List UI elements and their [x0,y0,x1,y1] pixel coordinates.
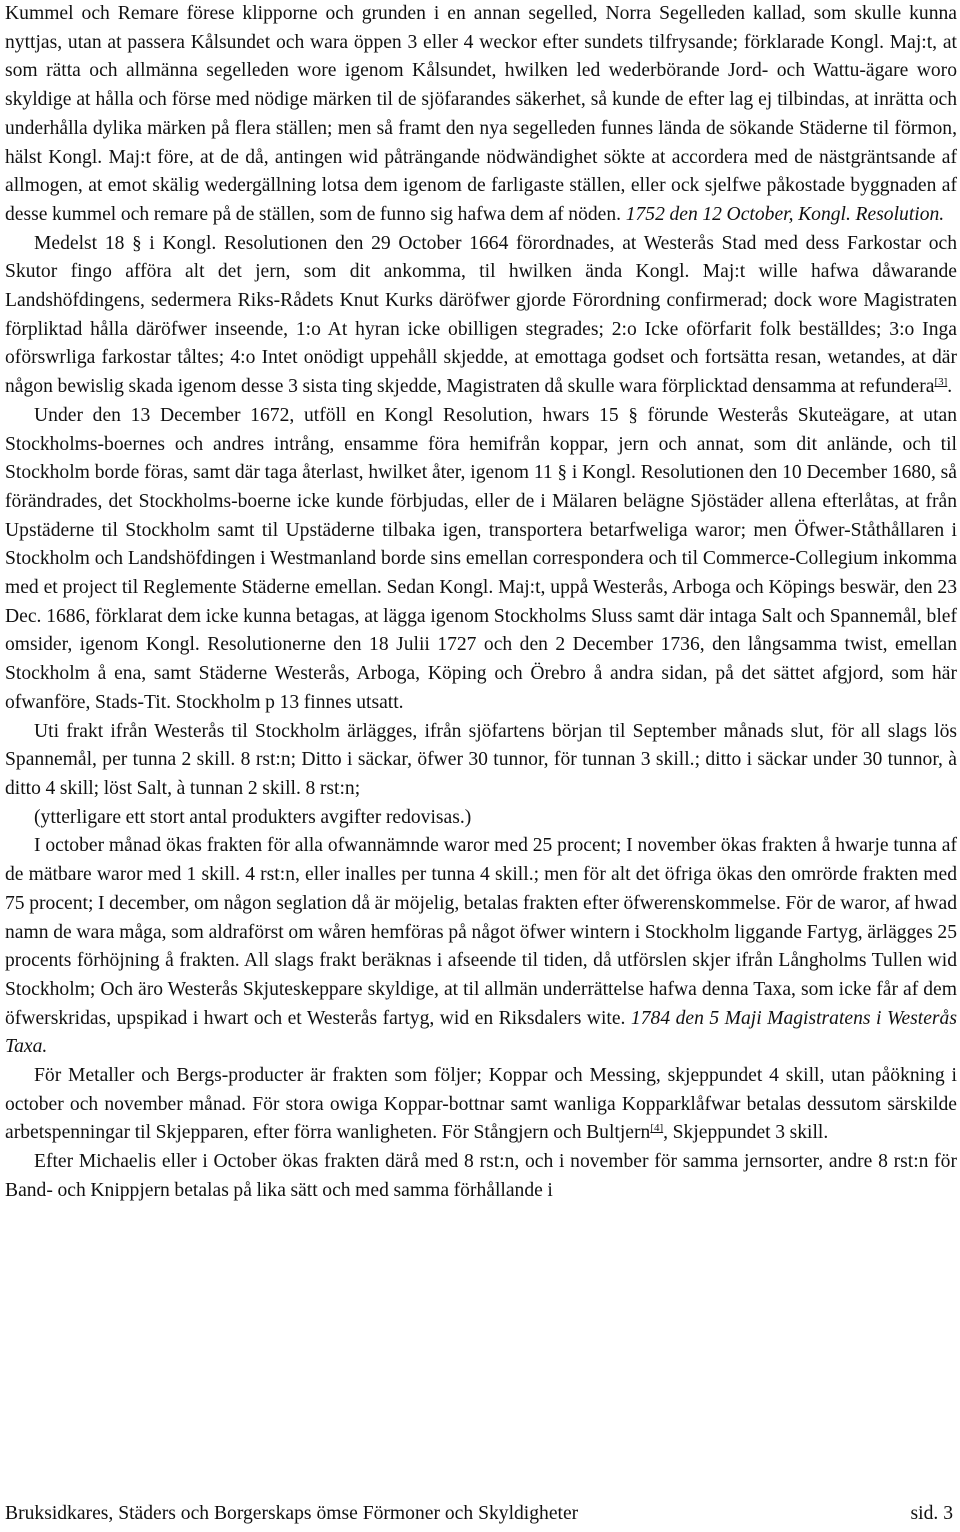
paragraph [5,402,957,718]
text-run: i Kongl. Resolutionen den 10 December 1680, så förändrades, det Stockholms-boerne icke kunde förbjudas, eller de i Mälaren belägne Sjöstäder allena efterlåtas, at från Upstäderne til Stockholm samt til Upstäderne tilbaka igen, transportera betarfweliga waror; men Öfwer-Ståthållaren i Stockholm och Landshöfdingen i Westmanland borde sins emellan correspondera och til Commerce-Collegium inkomma med et project til Reglemente Städerne emellan. Sedan Kongl. Maj:t, uppå Westerås, Arboga och Köpings beswär, den 23 Dec. 1686, förklarat dem icke kunna betagas, at lägga igenom Stockholms Sluss samt där intaga Salt och Spannemål, blef omsider, igenom Kongl. Resolutionerne den 18 Julii 1727 och den 2 December 1736, den långsamma twist, emellan Stockholm å ena, samt Städerne Westerås, Arboga, Köping och Örebro å andra sidan, på det sättet afgjord, som här ofwanföre, Stads-Tit. Stockholm p 13 finnes utsatt. [5,462,958,713]
paragraph [5,230,957,402]
footnote-link[interactable]: [3] [934,376,948,389]
text-run: (ytterligare ett stort antal produkters avgifter redovisas.) [34,806,472,828]
section-sign: § [628,404,638,426]
citation-italic: 1752 den 12 October, Kongl. Resolution. [625,203,945,225]
paragraph [5,718,957,804]
text-run: För Metaller och Bergs-producter är frakten som följer; Koppar och Messing, skjeppundet 4 skill, utan påökning i october och november månad. För stora owiga Koppar-bottnar samt wanliga Kopparklåfwar betalas dessutom särskilde arbetspenningar til Skjepparen, efter förra wanligheten. För Stångjern och Bultjern [5,1065,957,1144]
section-sign: § [132,232,142,254]
text-run: i Kongl. Resolutionen den 29 October 1664 förordnades, at Westerås Stad med dess Farkostar och Skutor fingo afföra alt det jern, som dit ankomma, til hwilken ända Kongl. Maj:t wille hafwa dåwarande Landshöfdingens, sedermera Riks-Rådets Knut Kurks däröfwer gjorde Förordning confirmerad; dock wore Magistraten förpliktad hålla däröfwer inseende, 1:o At hyran icke obilligen stegrades; 2:o Icke oförfarit folk beställdes; 3:o Inga oförswrliga farkostar tåltes; 4:o Intet onödigt uppehåll skjedde, at emottaga godset och fortsätta resan, wetandes, at där någon bewislig skada igenom desse 3 sista ting skjedde, Magistraten då skulle wara förplicktad densamma at refundera [5,232,957,398]
paragraph [5,1062,957,1148]
text-run: Efter Michaelis eller i October ökas frakten därå med 8 rst:n, och i november för samma jernsorter, andre 8 rst:n för Band- och Knippjern betalas på lika sätt och med samma förhållande i [5,1151,957,1201]
paragraph [5,1148,957,1205]
text-run: Kummel och Remare förese klipporne och grunden i en annan segelled, Norra Segelleden kallad, som skulle kunna nyttjas, utan at passera Kålsundet och wara öppen 3 eller 4 weckor efter sundets tilfrysande; förklarade Kongl. Maj:t, at som rätta och allmänna segelleden wore igenom Kålsundet, hwilken led wederbörande Jord- och Wattu-ägare woro skyldige at hålla och förse med nödige märken til de sjöfarandes säkerhet, så kunde de efter lag ej tilbindas, at inrätta och underhålla dylika märken på flera ställen; men så framt den nya segelleden funnes lända de sökande Städerne til förmon, hälst Kongl. Maj:t före, at de då, antingen wid påträngande nödwändighet sökte at accordera med de nästgräntsande af allmogen, at emot skälig wedergällning lotsa dem igenom de farligaste ställen, eller ock sjelfwe påkostade byggnaden af desse kummel och remare på de ställen, som de funno sig hafwa dem af nöden. [5,3,957,225]
body-text [5,0,957,1206]
text-run: , Skjeppundet 3 skill. [663,1122,829,1144]
section-sign: § [557,462,568,484]
footer-title: Bruksidkares, Städers och Borgerskaps ömse Förmoner och Skyldigheter [5,1503,579,1524]
page-number: sid. 3 [910,1503,953,1524]
citation-italic: 1784 den 5 Maji Magistratens i Westerås Taxa. [5,1007,957,1058]
paragraph [5,832,957,1062]
paragraph [5,804,957,833]
text-run: Under den 13 December 1672, utföll en Kongl Resolution, hwars 15 [34,404,629,426]
text-run: . [947,376,953,398]
footnote-link[interactable]: [4] [650,1122,664,1135]
paragraph [5,0,957,230]
text-run: Uti frakt ifrån Westerås til Stockholm ärlägges, ifrån sjöfartens början til September månads slut, för all slags lös Spannemål, per tunna 2 skill. 8 rst:n; Ditto i säckar, öfwer 30 tunnor, för tunnan 3 skill.; ditto i säckar under 30 tunnor, à ditto 4 skill; löst Salt, à tunnan 2 skill. 8 rst:n; [5,720,957,799]
page-footer [5,1500,953,1530]
text-run: förunde Westerås Skuteägare, at utan Stockholms-boernes och andres intrång, ensamme föra hemifrån koppar, jern och annat, som dit anlände, och til Stockholm borde föras, samt där taga återlast, hwilket åter, igenom 11 [5,404,958,484]
text-run: Medelst 18 [34,232,133,254]
text-run: I october månad ökas frakten för alla ofwannämnde waror med 25 procent; I november ökas frakten å hwarje tunna af de mätbare waror med 1 skill. 4 rst:n, eller inalles per tunna 4 skill.; men för alt det öfriga ökas den omrörde frakten med 75 procent; I december, om någon seglation då är möjelig, betalas frakten efter öfwerenskommelse. För de waror, af hwad namn de wara måga, som aldraförst om wåren hemföras på något öfwer wintern i Stockholm liggande Fartyg, ärlägges 25 procents förhöjning å frakten. All slags frakt beräknas i afseende til tiden, då utförslen skjer ifrån Långholms Tullen wid Stockholm; Och äro Westerås Skjuteskeppare skyldige, at til allmän underrättelse hafwa denna Taxa, som icke får af dem öfwerskridas, upspikad i hwart och et Westerås fartyg, wid en Riksdalers wite. [5,835,957,1029]
